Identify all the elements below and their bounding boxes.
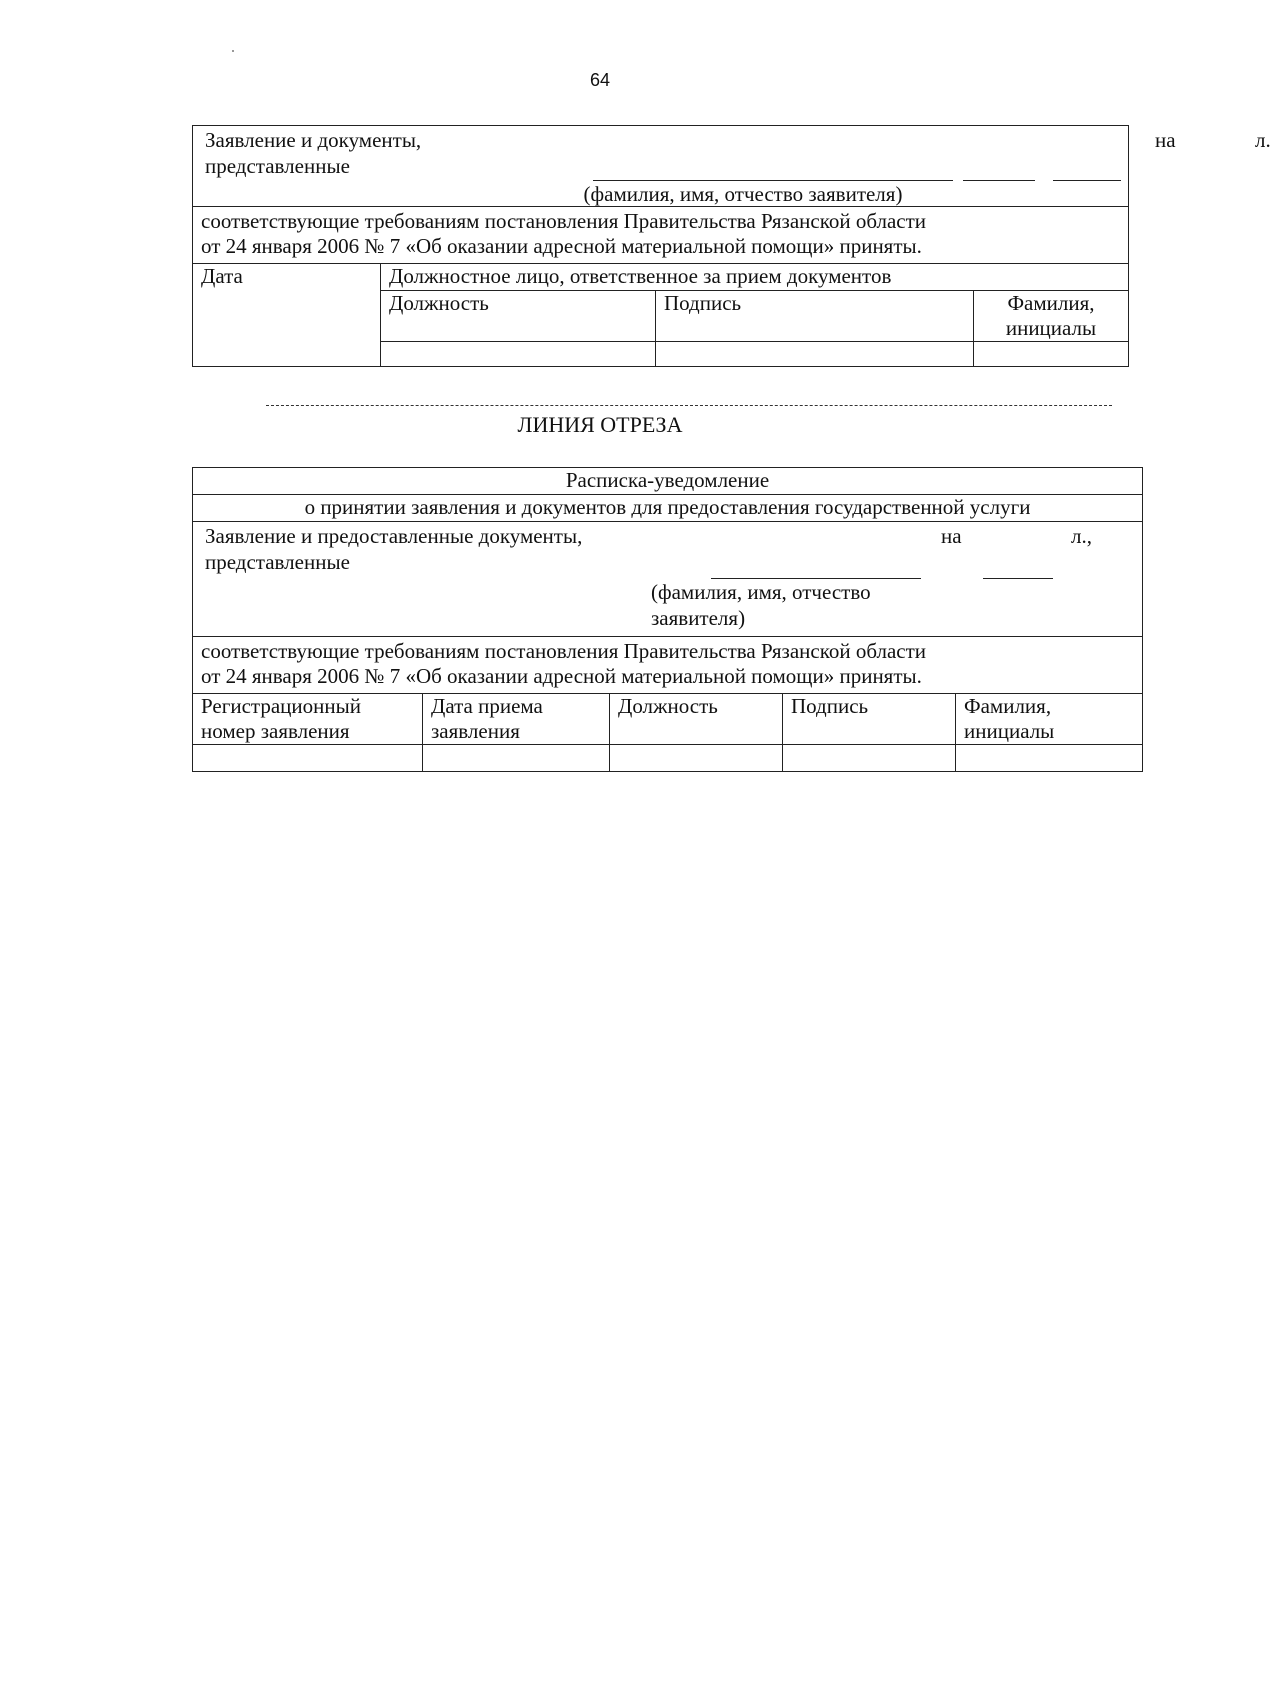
compliance-line-2: от 24 января 2006 № 7 «Об оказании адресной материальной помощи» приняты. (201, 234, 922, 258)
receipt-applicant-caption-2: заявителя) (651, 606, 746, 630)
pages-unit-field[interactable] (1053, 160, 1121, 181)
applicant-cell (193, 126, 1271, 207)
page-number: 64 (589, 70, 611, 90)
receipt-compliance-line-2: от 24 января 2006 № 7 «Об оказании адресной материальной помощи» приняты. (201, 664, 922, 688)
official-header: Должностное лицо, ответственное за прием документов (381, 264, 1129, 291)
receipt-pages-on-label: на (941, 524, 962, 548)
applicant-name-field[interactable] (593, 160, 953, 181)
receipt-compliance-cell (193, 637, 1143, 694)
application-acceptance-form (192, 125, 1271, 367)
receipt-title-row (193, 468, 1143, 495)
reg-number-header-line-2: номер заявления (201, 719, 350, 743)
receipt-applicant-label-2: представленные (205, 550, 350, 574)
compliance-line-1: соответствующие требованиям постановления Правительства Рязанской области (201, 209, 927, 233)
receipt-date-entry-cell[interactable] (423, 745, 610, 772)
date-cell: Дата (193, 264, 381, 367)
receipt-date-header-line-1: Дата приема (431, 694, 543, 718)
receipt-date-header-line-2: заявления (431, 719, 520, 743)
compliance-cell (193, 207, 1129, 264)
receipt-signature-entry-cell[interactable] (783, 745, 956, 772)
name-header (974, 291, 1129, 342)
name-entry-cell[interactable] (974, 342, 1129, 367)
receipt-columns-row (193, 694, 1143, 745)
pages-on-label: на (1155, 128, 1176, 152)
name-header-line-2: инициалы (1005, 316, 1097, 340)
receipt-title: Расписка-уведомление (193, 468, 1143, 495)
receipt-pages-count-field[interactable] (983, 558, 1053, 579)
applicant-row (193, 126, 1129, 207)
reg-number-header-line-1: Регистрационный (201, 694, 361, 718)
receipt-applicant-row (193, 522, 1143, 637)
receipt-applicant-label-1: Заявление и предоставленные документы, (205, 524, 583, 548)
receipt-compliance-line-1: соответствующие требованиям постановления Правительства Рязанской области (201, 639, 927, 663)
signature-entry-cell[interactable] (656, 342, 974, 367)
receipt-name-entry-cell[interactable] (956, 745, 1143, 772)
compliance-row (193, 207, 1129, 264)
receipt-date-header (423, 694, 610, 745)
receipt-notification-form (192, 467, 1143, 772)
receipt-subtitle: о принятии заявления и документов для предоставления государственной услуги (193, 495, 1143, 522)
receipt-subtitle-row (193, 495, 1143, 522)
pages-count-field[interactable] (963, 160, 1035, 181)
position-entry-cell[interactable] (381, 342, 656, 367)
receipt-applicant-caption-1: (фамилия, имя, отчество (651, 580, 871, 604)
signature-header: Подпись (656, 291, 974, 342)
receipt-name-header-line-2: инициалы (964, 719, 1055, 743)
receipt-position-header: Должность (610, 694, 783, 745)
receipt-position-entry-cell[interactable] (610, 745, 783, 772)
receipt-compliance-row (193, 637, 1143, 694)
applicant-caption: (фамилия, имя, отчество заявителя) (583, 182, 903, 206)
name-header-line-1: Фамилия, (1007, 291, 1095, 315)
reg-number-entry-cell[interactable] (193, 745, 423, 772)
receipt-entry-row (193, 745, 1143, 772)
receipt-signature-header: Подпись (783, 694, 956, 745)
official-header-row (193, 264, 1129, 291)
position-header: Должность (381, 291, 656, 342)
applicant-label-2: представленные (205, 154, 350, 178)
reg-number-header (193, 694, 423, 745)
receipt-name-header-line-1: Фамилия, (964, 694, 1052, 718)
receipt-name-header (956, 694, 1143, 745)
cut-line-label: ЛИНИЯ ОТРЕЗА (517, 412, 683, 437)
receipt-applicant-cell (193, 522, 1143, 637)
receipt-pages-unit-label: л., (1071, 524, 1092, 548)
scan-speck (232, 50, 234, 52)
applicant-label-1: Заявление и документы, (205, 128, 422, 152)
receipt-applicant-name-field[interactable] (711, 558, 921, 579)
cut-line (266, 405, 1112, 406)
pages-unit-label: л. (1255, 128, 1271, 152)
